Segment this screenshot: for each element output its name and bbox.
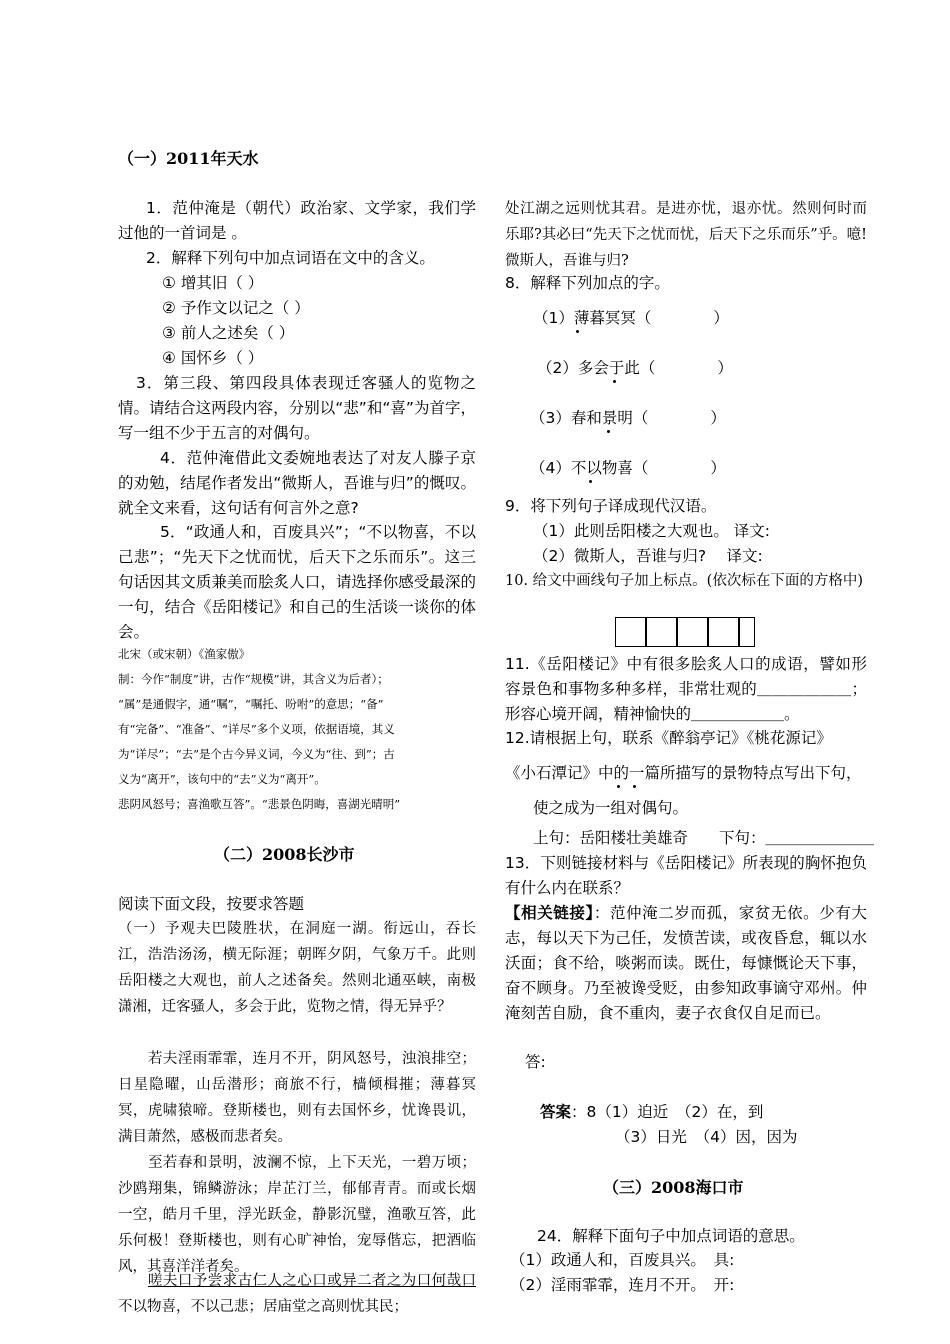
question-24: 24．解释下面句子中加点词语的意思。 bbox=[537, 1227, 805, 1245]
question-12-line-3: 使之成为一组对偶句。 bbox=[533, 799, 689, 817]
answer-line-5: 为“详尽”；“去”是个古今异义词，今义为“往、到”；古 bbox=[118, 747, 395, 761]
emphasis-dot bbox=[613, 380, 616, 383]
passage-paragraph-3: 至若春和景明，波澜不惊，上下天光，一碧万顷；沙鸥翔集，锦鳞游泳；岸芷汀兰，郁郁青青。而或长烟一空，皓月千里，浮光跃金，静影沉璧，渔歌互答，此乐何极！登斯楼也，则有心旷神怡，宠辱偕忘，把酒临风，其喜洋洋者矣。 bbox=[118, 1155, 476, 1275]
reading-instruction: 阅读下面文段，按要求答题 bbox=[118, 895, 305, 913]
question-2-item-3: ③ 前人之述矣（ ） bbox=[162, 324, 295, 342]
question-2-item-4: ④ 国怀乡（ ） bbox=[162, 349, 264, 367]
related-link-text: ：范仲淹二岁而孤，家贫无依。少有大志，每以天下为己任，发愤苦读，或夜昏怠，辄以水沃面；食不给，啖粥而读。既仕，每慷慨论天下事，奋不顾身。乃至被谗受贬，由参知政事谪守邓州。仲淹刻苦自励，食不重肉，妻子衣食仅自足而已。 bbox=[505, 904, 867, 1022]
passage-paragraph-4-rest: 不以物喜，不以己悲；居庙堂之高则忧其民； bbox=[118, 1299, 408, 1315]
emphasis-dot bbox=[576, 330, 579, 333]
question-9-item-2: （2）微斯人，吾谁与归? 译文: bbox=[533, 547, 763, 565]
question-12-line-1: 12.请根据上句，联系《醉翁亭记》《桃花源记》 bbox=[505, 729, 832, 747]
punctuation-box-4[interactable] bbox=[708, 617, 739, 647]
question-12-line-2: 《小石潭记》中的一篇所描写的景物特点写出下句， bbox=[505, 764, 862, 782]
answer-line-3: “属”是通假字，通“嘱”，“嘱托、吩咐”的意思；“备” bbox=[118, 697, 384, 711]
answer-line-6: 义为“离开”，该句中的“去”义为“离开”。 bbox=[118, 772, 326, 786]
punctuation-box-2[interactable] bbox=[646, 617, 677, 647]
answer-line-2: 制：今作“制度”讲，古作“规模”讲，其含义为后者）； bbox=[118, 672, 389, 686]
emphasis-dot bbox=[589, 480, 592, 483]
question-8-item-1: （1）薄暮冥冥（ ） bbox=[533, 309, 729, 327]
question-4: 4．范仲淹借此文委婉地表达了对友人滕子京的劝勉，结尾作者发出“微斯人，吾谁与归”的慨叹。就全文来看，这句话有何言外之意? bbox=[118, 449, 476, 517]
question-9-item-1: （1）此则岳阳楼之大观也。 译文: bbox=[533, 522, 771, 540]
question-13: 13．下则链接材料与《岳阳楼记》所表现的胸怀抱负有什么内在联系？ bbox=[505, 854, 867, 897]
question-9: 9．将下列句子译成现代汉语。 bbox=[505, 497, 717, 515]
punctuation-box-1[interactable] bbox=[615, 617, 646, 647]
question-24-item-1: （1）政通人和，百废具兴。 具: bbox=[510, 1251, 735, 1269]
passage-paragraph-1: （一）予观夫巴陵胜状，在洞庭一湖。衔远山，吞长江，浩浩汤汤，横无际涯；朝晖夕阴，气象万千。此则岳阳楼之大观也，前人之述备矣。然则北通巫峡，南极潇湘，迁客骚人，多会于此，览物之情，得无异乎？ bbox=[118, 921, 476, 1015]
emphasis-dot bbox=[633, 785, 636, 788]
question-2: 2．解释下列句中加点词语在文中的含义。 bbox=[146, 249, 435, 267]
related-link bbox=[505, 901, 867, 1026]
punctuation-box-3[interactable] bbox=[677, 617, 708, 647]
punctuation-box-5[interactable] bbox=[739, 617, 755, 647]
answer-line-1: 北宋（或宋朝）《渔家傲》 bbox=[118, 647, 251, 661]
question-2-item-2: ② 予作文以记之（ ） bbox=[162, 299, 310, 317]
passage-paragraph-4-continued: 处江湖之远则忧其君。是进亦忧，退亦忧。然则何时而乐耶?其必曰“先天下之忧而忧，后天下之乐而乐”乎。噫!微斯人，吾谁与归? bbox=[505, 201, 867, 269]
answer-key-line-1 bbox=[540, 1100, 763, 1125]
section-title-3: （三）2008海口市 bbox=[603, 1178, 744, 1197]
answer-key-text-1: ：8（1）迫近 （2）在，到 bbox=[571, 1103, 764, 1121]
question-8-item-2: （2）多会于此（ ） bbox=[537, 359, 733, 377]
answer-line-4: 有“完备”、“准备”、“详尽”多个义项，依据语境，其义 bbox=[118, 722, 395, 736]
passage-paragraph-2: 若夫淫雨霏霏，连月不开，阴风怒号，浊浪排空；日星隐曜，山岳潜形；商旅不行，樯倾楫摧；薄暮冥冥，虎啸猿啼。登斯楼也，则有去国怀乡，忧谗畏讥，满目萧然，感极而悲者矣。 bbox=[118, 1051, 476, 1145]
passage-paragraph-4 bbox=[118, 1268, 476, 1320]
question-8-item-3: （3）春和景明（ ） bbox=[530, 409, 726, 427]
section-title-1: （一）2011年天水 bbox=[118, 149, 259, 168]
question-8-item-4: （4）不以物喜（ ） bbox=[530, 459, 726, 477]
question-10: 10. 给文中画线句子加上标点。(依次标在下面的方格中) bbox=[505, 573, 863, 589]
answer-prompt: 答: bbox=[525, 1053, 546, 1071]
related-link-label: 【相关链接】 bbox=[505, 904, 594, 922]
question-24-item-2: （2）淫雨霏霏，连月不开。 开: bbox=[510, 1276, 735, 1294]
underlined-sentence: 嗟夫口予尝求古仁人之心口或异二者之为口何哉口 bbox=[148, 1273, 476, 1289]
question-2-item-1: ① 增其旧（ ） bbox=[162, 274, 264, 292]
answer-line-7: 悲阴风怒号；喜渔歌互答”。“悲景色阴晦，喜湖光晴明” bbox=[118, 797, 401, 811]
question-5: 5．“政通人和，百废具兴”；“不以物喜，不以己悲”；“先天下之忧而忧，后天下之乐而乐”。这三句话因其文质兼美而脍炙人口，请选择你感受最深的一句，结合《岳阳楼记》和自己的生活谈一谈你的体会。 bbox=[118, 523, 476, 641]
question-12-couplet: 上句：岳阳楼壮美雄奇 下句：＿＿＿＿＿＿＿ bbox=[533, 829, 875, 847]
question-3: 3．第三段、第四段具体表现迁客骚人的览物之情。请结合这两段内容，分别以“悲”和“喜”为首字，写一组不少于五言的对偶句。 bbox=[118, 374, 476, 442]
question-1: 1．范仲淹是（朝代）政治家、文学家，我们学过他的一首词是 。 bbox=[118, 199, 476, 242]
section-title-2: （二）2008长沙市 bbox=[214, 845, 355, 864]
question-8: 8．解释下列加点的字。 bbox=[505, 274, 670, 292]
answer-key-label: 答案 bbox=[540, 1103, 572, 1121]
answer-key-line-2: （3）日光 （4）因，因为 bbox=[615, 1128, 798, 1146]
emphasis-dot bbox=[617, 785, 620, 788]
emphasis-dot bbox=[607, 430, 610, 433]
question-11: 11.《岳阳楼记》中有很多脍炙人口的成语，譬如形容景色和事物多种多样，非常壮观的＿＿＿＿＿＿；形容心境开阔，精神愉快的＿＿＿＿＿＿。 bbox=[505, 655, 867, 723]
